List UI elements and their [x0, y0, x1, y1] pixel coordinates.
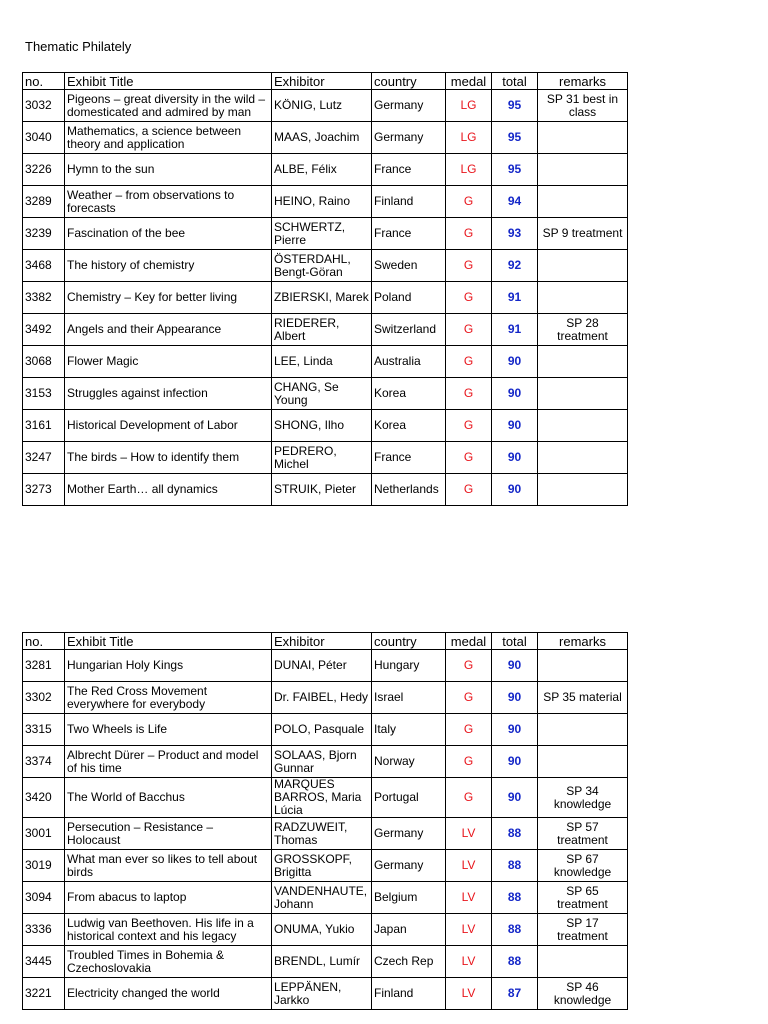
cell-no: 3315 — [23, 714, 65, 746]
table-row — [23, 882, 628, 914]
cell-remarks: SP 17 treatment — [538, 914, 628, 946]
cell-no: 3032 — [23, 90, 65, 122]
cell-medal: G — [446, 314, 492, 346]
cell-country: Japan — [372, 914, 446, 946]
cell-exhibitor: ALBE, Félix — [272, 154, 372, 186]
cell-remarks: SP 65 treatment — [538, 882, 628, 914]
cell-exhibitor: SOLAAS, Bjorn Gunnar — [272, 746, 372, 778]
cell-exhibitor: KÖNIG, Lutz — [272, 90, 372, 122]
cell-country: France — [372, 218, 446, 250]
table-row — [23, 314, 628, 346]
cell-total: 90 — [492, 682, 538, 714]
cell-exhibit-title: Weather – from observations to forecasts — [65, 186, 272, 218]
cell-exhibit-title: The birds – How to identify them — [65, 442, 272, 474]
cell-exhibitor: ZBIERSKI, Marek — [272, 282, 372, 314]
cell-medal: G — [446, 186, 492, 218]
cell-exhibit-title: Historical Development of Labor — [65, 410, 272, 442]
col-header-title: Exhibit Title — [65, 633, 272, 650]
cell-exhibitor: PEDRERO, Michel — [272, 442, 372, 474]
table-row — [23, 650, 628, 682]
col-header-medal: medal — [446, 633, 492, 650]
cell-no: 3374 — [23, 746, 65, 778]
cell-medal: G — [446, 410, 492, 442]
cell-total: 95 — [492, 122, 538, 154]
cell-exhibit-title: Fascination of the bee — [65, 218, 272, 250]
cell-no: 3068 — [23, 346, 65, 378]
table-header-row — [23, 633, 628, 650]
cell-exhibitor: HEINO, Raino — [272, 186, 372, 218]
table-header-row — [23, 73, 628, 90]
cell-medal: LG — [446, 122, 492, 154]
cell-exhibitor: GROSSKOPF, Brigitta — [272, 850, 372, 882]
table-row — [23, 850, 628, 882]
cell-no: 3281 — [23, 650, 65, 682]
cell-medal: G — [446, 778, 492, 818]
cell-country: Netherlands — [372, 474, 446, 506]
cell-country: Italy — [372, 714, 446, 746]
col-header-total: total — [492, 633, 538, 650]
cell-exhibitor: ÖSTERDAHL, Bengt-Göran — [272, 250, 372, 282]
cell-remarks: SP 67 knowledge — [538, 850, 628, 882]
cell-remarks — [538, 946, 628, 978]
cell-no: 3382 — [23, 282, 65, 314]
cell-total: 90 — [492, 410, 538, 442]
cell-country: Australia — [372, 346, 446, 378]
cell-remarks — [538, 122, 628, 154]
cell-no: 3468 — [23, 250, 65, 282]
table-row — [23, 442, 628, 474]
cell-remarks: SP 46 knowledge — [538, 978, 628, 1010]
cell-exhibitor: VANDENHAUTE, Johann — [272, 882, 372, 914]
cell-no: 3247 — [23, 442, 65, 474]
cell-total: 88 — [492, 946, 538, 978]
cell-country: Poland — [372, 282, 446, 314]
cell-country: Germany — [372, 850, 446, 882]
table-row — [23, 778, 628, 818]
cell-exhibitor: SHONG, Ilho — [272, 410, 372, 442]
cell-exhibit-title: What man ever so likes to tell about birds — [65, 850, 272, 882]
cell-no: 3445 — [23, 946, 65, 978]
cell-medal: LV — [446, 850, 492, 882]
cell-exhibitor: RADZUWEIT, Thomas — [272, 818, 372, 850]
table-row — [23, 154, 628, 186]
cell-remarks — [538, 410, 628, 442]
cell-no: 3001 — [23, 818, 65, 850]
cell-no: 3040 — [23, 122, 65, 154]
cell-total: 91 — [492, 282, 538, 314]
table-row — [23, 946, 628, 978]
cell-exhibit-title: Two Wheels is Life — [65, 714, 272, 746]
cell-exhibitor: Dr. FAIBEL, Hedy — [272, 682, 372, 714]
cell-exhibit-title: Pigeons – great diversity in the wild – domesticated and admired by man — [65, 90, 272, 122]
table-row — [23, 282, 628, 314]
cell-country: Belgium — [372, 882, 446, 914]
cell-total: 90 — [492, 346, 538, 378]
cell-no: 3153 — [23, 378, 65, 410]
cell-remarks: SP 9 treatment — [538, 218, 628, 250]
cell-medal: LV — [446, 914, 492, 946]
cell-country: Sweden — [372, 250, 446, 282]
table-row — [23, 218, 628, 250]
cell-remarks — [538, 474, 628, 506]
cell-total: 88 — [492, 914, 538, 946]
col-header-title: Exhibit Title — [65, 73, 272, 90]
cell-medal: G — [446, 218, 492, 250]
cell-remarks — [538, 186, 628, 218]
col-header-exhibitor: Exhibitor — [272, 73, 372, 90]
cell-total: 90 — [492, 474, 538, 506]
cell-remarks: SP 35 material — [538, 682, 628, 714]
cell-exhibit-title: Angels and their Appearance — [65, 314, 272, 346]
cell-country: France — [372, 442, 446, 474]
cell-no: 3420 — [23, 778, 65, 818]
cell-remarks — [538, 442, 628, 474]
cell-exhibit-title: Electricity changed the world — [65, 978, 272, 1010]
cell-total: 87 — [492, 978, 538, 1010]
col-header-exhibitor: Exhibitor — [272, 633, 372, 650]
page-title: Thematic Philately — [25, 39, 132, 54]
cell-exhibit-title: Hymn to the sun — [65, 154, 272, 186]
table-row — [23, 474, 628, 506]
cell-country: Finland — [372, 978, 446, 1010]
cell-country: Switzerland — [372, 314, 446, 346]
cell-no: 3094 — [23, 882, 65, 914]
col-header-total: total — [492, 73, 538, 90]
cell-total: 88 — [492, 882, 538, 914]
cell-total: 90 — [492, 650, 538, 682]
cell-exhibitor: BRENDL, Lumír — [272, 946, 372, 978]
results-table-2 — [22, 632, 628, 1010]
cell-no: 3336 — [23, 914, 65, 946]
cell-medal: LV — [446, 978, 492, 1010]
cell-medal: LG — [446, 154, 492, 186]
table-row — [23, 250, 628, 282]
cell-remarks — [538, 154, 628, 186]
table-row — [23, 914, 628, 946]
col-header-country: country — [372, 73, 446, 90]
cell-exhibitor: RIEDERER, Albert — [272, 314, 372, 346]
table-row — [23, 978, 628, 1010]
col-header-medal: medal — [446, 73, 492, 90]
cell-no: 3273 — [23, 474, 65, 506]
cell-remarks: SP 57 treatment — [538, 818, 628, 850]
cell-country: France — [372, 154, 446, 186]
cell-no: 3221 — [23, 978, 65, 1010]
cell-medal: G — [446, 474, 492, 506]
cell-exhibit-title: From abacus to laptop — [65, 882, 272, 914]
cell-country: Korea — [372, 410, 446, 442]
cell-no: 3239 — [23, 218, 65, 250]
cell-remarks — [538, 250, 628, 282]
cell-total: 90 — [492, 714, 538, 746]
cell-country: Germany — [372, 122, 446, 154]
table-row — [23, 746, 628, 778]
table-row — [23, 378, 628, 410]
cell-no: 3161 — [23, 410, 65, 442]
cell-medal: G — [446, 442, 492, 474]
table-row — [23, 714, 628, 746]
cell-country: Finland — [372, 186, 446, 218]
cell-remarks — [538, 650, 628, 682]
table-row — [23, 682, 628, 714]
cell-exhibit-title: The Red Cross Movement everywhere for everybody — [65, 682, 272, 714]
cell-medal: G — [446, 714, 492, 746]
cell-total: 92 — [492, 250, 538, 282]
cell-exhibitor: MAAS, Joachim — [272, 122, 372, 154]
table-row — [23, 122, 628, 154]
cell-exhibit-title: Mathematics, a science between theory and application — [65, 122, 272, 154]
cell-remarks — [538, 346, 628, 378]
cell-remarks — [538, 282, 628, 314]
cell-exhibitor: LEE, Linda — [272, 346, 372, 378]
cell-exhibitor: SCHWERTZ, Pierre — [272, 218, 372, 250]
cell-exhibitor: POLO, Pasquale — [272, 714, 372, 746]
cell-medal: LV — [446, 882, 492, 914]
cell-total: 90 — [492, 746, 538, 778]
col-header-remarks: remarks — [538, 73, 628, 90]
cell-exhibitor: CHANG, Se Young — [272, 378, 372, 410]
cell-exhibit-title: Troubled Times in Bohemia & Czechoslovakia — [65, 946, 272, 978]
cell-country: Czech Rep — [372, 946, 446, 978]
table-row — [23, 186, 628, 218]
cell-total: 88 — [492, 850, 538, 882]
cell-total: 90 — [492, 778, 538, 818]
cell-exhibit-title: Persecution – Resistance – Holocaust — [65, 818, 272, 850]
cell-remarks — [538, 746, 628, 778]
col-header-no: no. — [23, 73, 65, 90]
cell-exhibit-title: The history of chemistry — [65, 250, 272, 282]
cell-country: Portugal — [372, 778, 446, 818]
cell-medal: LV — [446, 818, 492, 850]
cell-country: Korea — [372, 378, 446, 410]
cell-remarks: SP 31 best in class — [538, 90, 628, 122]
cell-total: 95 — [492, 90, 538, 122]
cell-remarks: SP 34 knowledge — [538, 778, 628, 818]
col-header-remarks: remarks — [538, 633, 628, 650]
cell-remarks — [538, 714, 628, 746]
cell-medal: G — [446, 746, 492, 778]
cell-no: 3492 — [23, 314, 65, 346]
cell-total: 90 — [492, 378, 538, 410]
table-row — [23, 818, 628, 850]
cell-exhibitor: LEPPÄNEN, Jarkko — [272, 978, 372, 1010]
cell-no: 3226 — [23, 154, 65, 186]
cell-medal: G — [446, 250, 492, 282]
cell-total: 94 — [492, 186, 538, 218]
cell-country: Hungary — [372, 650, 446, 682]
cell-exhibit-title: Ludwig van Beethoven. His life in a historical context and his legacy — [65, 914, 272, 946]
cell-exhibitor: ONUMA, Yukio — [272, 914, 372, 946]
cell-medal: G — [446, 650, 492, 682]
col-header-no: no. — [23, 633, 65, 650]
cell-medal: G — [446, 346, 492, 378]
cell-exhibit-title: Struggles against infection — [65, 378, 272, 410]
cell-exhibit-title: Chemistry – Key for better living — [65, 282, 272, 314]
cell-country: Germany — [372, 90, 446, 122]
cell-country: Norway — [372, 746, 446, 778]
cell-exhibit-title: Albrecht Dürer – Product and model of his time — [65, 746, 272, 778]
cell-country: Germany — [372, 818, 446, 850]
cell-total: 91 — [492, 314, 538, 346]
cell-no: 3019 — [23, 850, 65, 882]
table-row — [23, 90, 628, 122]
cell-exhibit-title: Mother Earth… all dynamics — [65, 474, 272, 506]
cell-total: 90 — [492, 442, 538, 474]
cell-medal: G — [446, 682, 492, 714]
cell-exhibit-title: The World of Bacchus — [65, 778, 272, 818]
cell-no: 3289 — [23, 186, 65, 218]
table-row — [23, 346, 628, 378]
cell-total: 88 — [492, 818, 538, 850]
cell-remarks: SP 28 treatment — [538, 314, 628, 346]
cell-medal: G — [446, 378, 492, 410]
results-table-1 — [22, 72, 628, 506]
cell-exhibit-title: Flower Magic — [65, 346, 272, 378]
cell-exhibit-title: Hungarian Holy Kings — [65, 650, 272, 682]
cell-remarks — [538, 378, 628, 410]
cell-medal: LG — [446, 90, 492, 122]
cell-exhibitor: MARQUES BARROS, Maria Lúcia — [272, 778, 372, 818]
cell-total: 93 — [492, 218, 538, 250]
table-row — [23, 410, 628, 442]
col-header-country: country — [372, 633, 446, 650]
cell-no: 3302 — [23, 682, 65, 714]
cell-exhibitor: DUNAI, Péter — [272, 650, 372, 682]
cell-medal: G — [446, 282, 492, 314]
cell-exhibitor: STRUIK, Pieter — [272, 474, 372, 506]
cell-total: 95 — [492, 154, 538, 186]
cell-medal: LV — [446, 946, 492, 978]
cell-country: Israel — [372, 682, 446, 714]
